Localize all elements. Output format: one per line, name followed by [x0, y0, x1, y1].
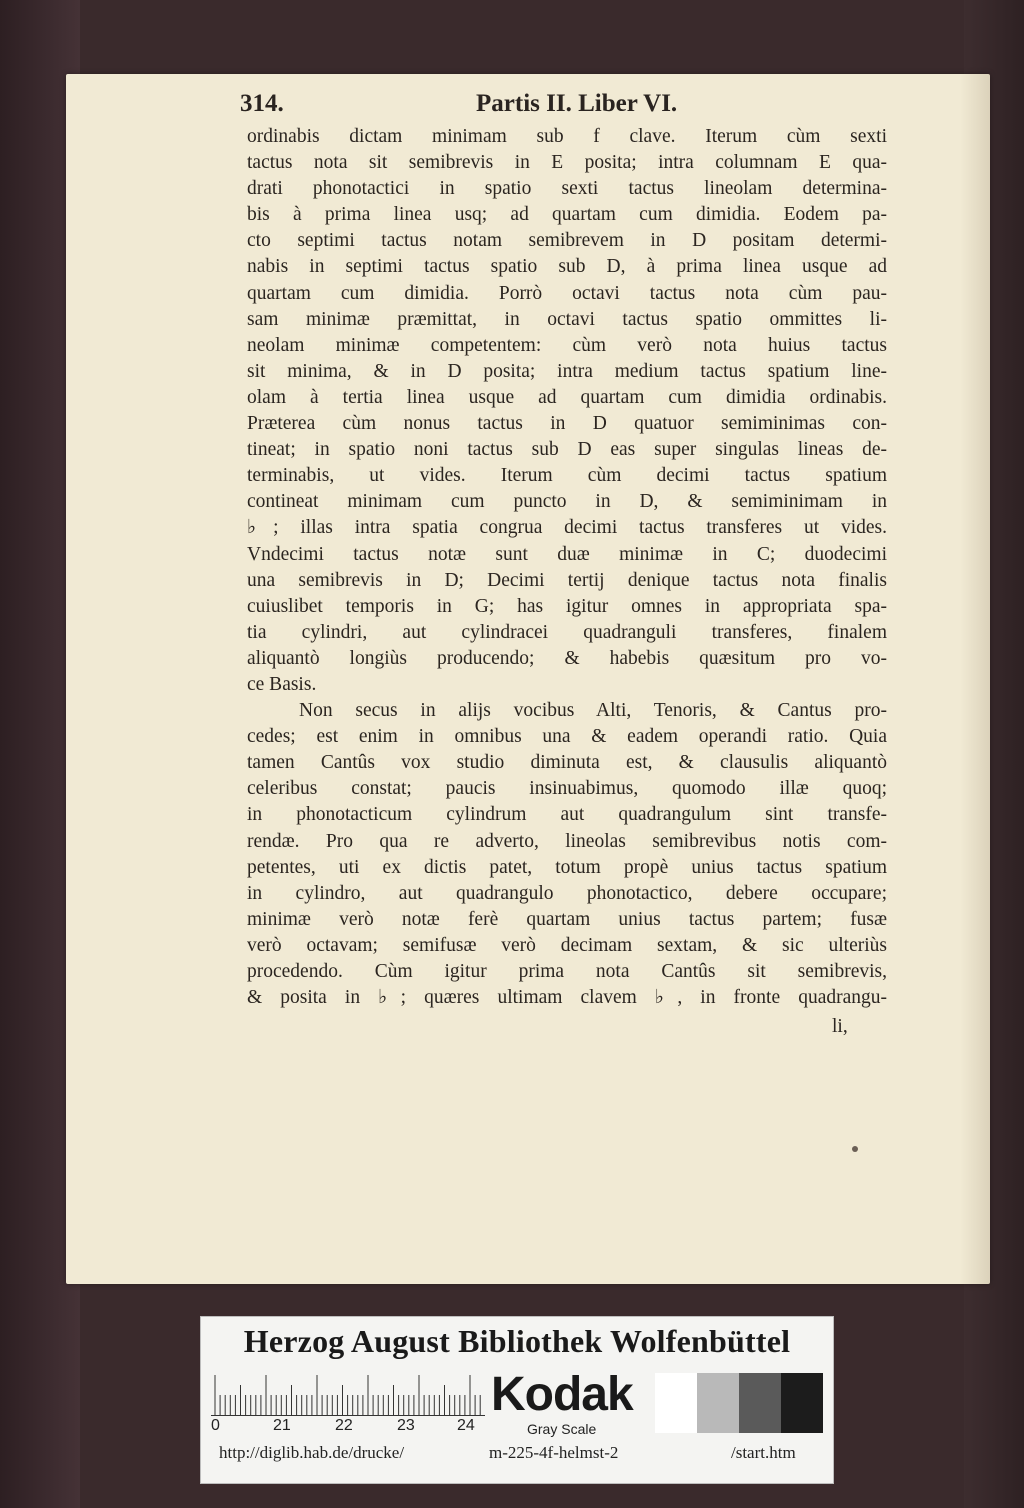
text-line: bis à prima linea usq; ad quartam cum dimidia. Eodem pa- [247, 204, 887, 226]
text-line: terminabis, ut vides. Iterum cùm decimi tactus spatium [247, 465, 887, 487]
text-line: tia cylindri, aut cylindracei quadranguli transferes, finalem [247, 621, 887, 643]
gray-patch [655, 1373, 697, 1433]
card-footer [201, 1443, 833, 1477]
text-line: sit minima, & in D posita; intra medium tactus spatium line- [247, 360, 887, 382]
url-right[interactable]: /start.htm [731, 1443, 796, 1462]
text-line: Non secus in alijs vocibus Alti, Tenoris, & Cantus pro- [299, 700, 887, 722]
text-line: procedendo. Cùm igitur prima nota Cantûs sit semibrevis, [247, 961, 887, 982]
ruler-label: 24 [457, 1417, 475, 1434]
text-line: & posita in ♭; quæres ultimam clavem ♭, in fronte quadrangu- [247, 987, 887, 1009]
ruler-ticks [211, 1371, 485, 1416]
running-head: Partis II. Liber VI. [476, 90, 678, 117]
library-target-card [200, 1316, 834, 1484]
page-number: 314. [240, 90, 284, 117]
measure-ruler [211, 1371, 485, 1441]
text-line: ordinabis dictam minimam sub f clave. Iterum cùm sexti [247, 126, 887, 147]
text-line: minimæ verò notæ ferè quartam unius tactus partem; fusæ [247, 908, 887, 930]
text-line: Vndecimi tactus notæ sunt duæ minimæ in C; duodecimi [247, 543, 887, 565]
text-line: in phonotacticum cylindrum aut quadrangulum sint transfe- [247, 804, 887, 826]
catchword: li, [832, 1016, 848, 1037]
text-line: quartam cum dimidia. Porrò octavi tactus nota cùm pau- [247, 282, 887, 304]
url-left[interactable]: http://diglib.hab.de/drucke/ [219, 1443, 405, 1462]
ruler-label: 0 [211, 1417, 220, 1434]
ink-spot [852, 1146, 858, 1152]
text-line: Præterea cùm nonus tactus in D quatuor semiminimas con- [247, 413, 887, 435]
ruler-label: 21 [273, 1417, 291, 1434]
url-middle: m-225-4f-helmst-2 [489, 1443, 619, 1462]
text-line: rendæ. Pro qua re adverto, lineolas semibrevibus notis com- [247, 830, 887, 852]
text-line: tamen Cantûs vox studio diminuta est, & clausulis aliquantò [247, 752, 887, 774]
text-line: tactus nota sit semibrevis in E posita; intra columnam E qua- [247, 152, 887, 174]
gray-scale-patches [655, 1373, 823, 1433]
text-line: verò octavam; semifusæ verò decimam sextam, & sic ulteriùs [247, 934, 887, 956]
text-line: neolam minimæ competentem: cùm verò nota huius tactus [247, 334, 887, 356]
body-text [247, 124, 887, 1011]
text-line: tineat; in spatio noni tactus sub D eas super singulas lineas de- [247, 439, 887, 461]
text-line: sam minimæ præmittat, in octavi tactus spatio ommittes li- [247, 308, 887, 330]
text-line: nabis in septimi tactus spatio sub D, à prima linea usque ad [247, 256, 887, 278]
text-line: ♭; illas intra spatia congrua decimi tactus transferes ut vides. [247, 517, 887, 539]
library-title: Herzog August Bibliothek Wolfenbüttel [243, 1323, 791, 1359]
text-line: cedes; est enim in omnibus una & eadem operandi ratio. Quia [247, 726, 887, 748]
text-line: petentes, uti ex dictis patet, totum propè unius tactus spatium [247, 856, 887, 878]
text-line: contineat minimam cum puncto in D, & semiminimam in [247, 491, 887, 513]
ruler-label: 22 [335, 1417, 353, 1434]
text-line: cto septimi tactus notam semibrevem in D positam determi- [247, 230, 887, 252]
gray-patch [781, 1373, 823, 1433]
text-line: celeribus constat; paucis insinuabimus, quomodo illæ quoq; [247, 778, 887, 800]
gray-scale-label: Gray Scale [527, 1421, 597, 1437]
text-line: in cylindro, aut quadrangulo phonotactico, debere occupare; [247, 882, 887, 904]
text-line: drati phonotactici in spatio sexti tactus lineolam determina- [247, 178, 887, 200]
text-line: aliquantò longiùs producendo; & habebis quæsitum pro vo- [247, 647, 887, 669]
text-line: olam à tertia linea usque ad quartam cum dimidia ordinabis. [247, 386, 887, 408]
gray-patch [739, 1373, 781, 1433]
gray-patch [697, 1373, 739, 1433]
text-line: ce Basis. [247, 673, 317, 695]
text-line: una semibrevis in D; Decimi tertij denique tactus nota finalis [247, 569, 887, 591]
kodak-logo: Kodak [491, 1368, 633, 1421]
ruler-label: 23 [397, 1417, 415, 1434]
text-line: cuiuslibet temporis in G; has igitur omnes in appropriata spa- [247, 595, 887, 617]
